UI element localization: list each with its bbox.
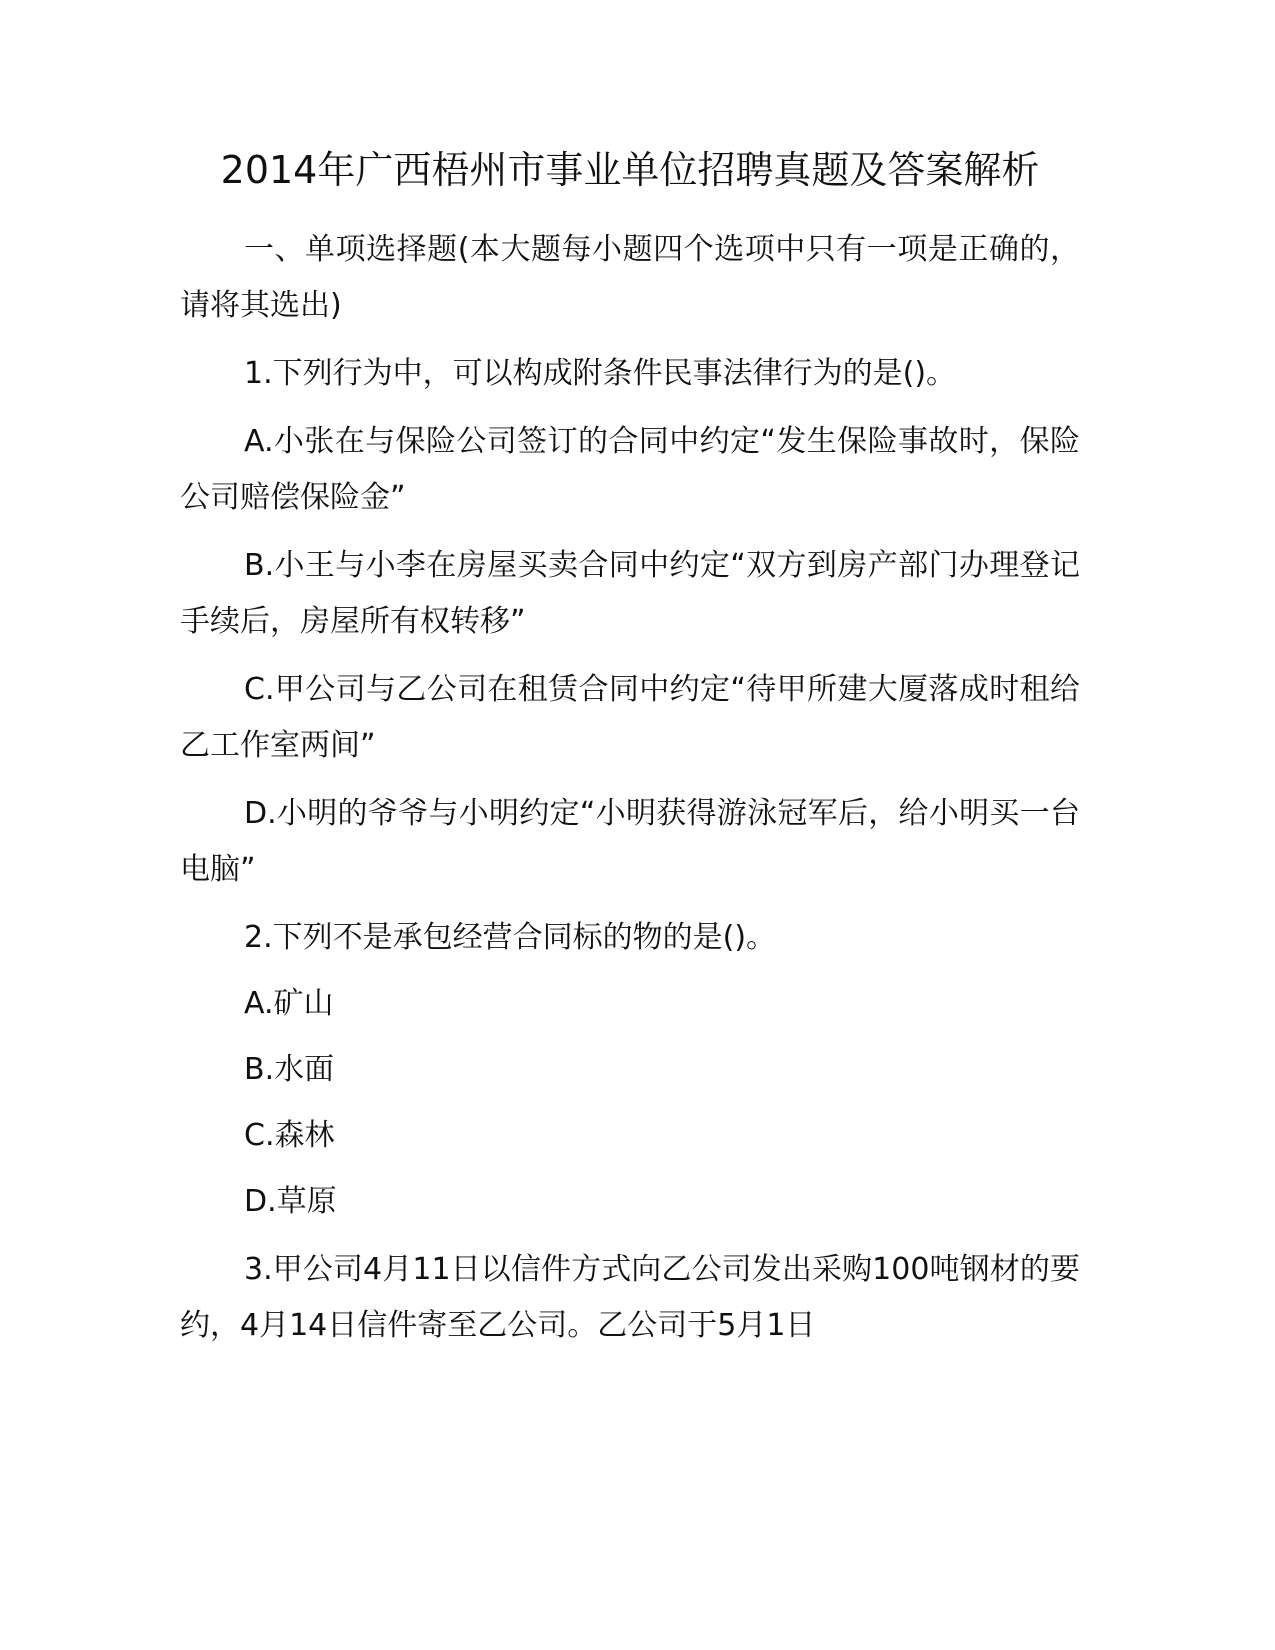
question-1-option-c: C.甲公司与乙公司在租赁合同中约定“待甲所建大厦落成时租给乙工作室两间” xyxy=(180,672,1080,763)
question-1-option-d: D.小明的爷爷与小明约定“小明获得游泳冠军后，给小明买一台电脑” xyxy=(180,796,1080,887)
title-spacer xyxy=(180,200,1080,222)
question-1-option-b: B.小王与小李在房屋买卖合同中约定“双方到房产部门办理登记手续后，房屋所有权转移” xyxy=(180,548,1080,639)
document-title: 2014年广西梧州市事业单位招聘真题及答案解析 xyxy=(220,148,1040,192)
question-3-stem: 3.甲公司4月11日以信件方式向乙公司发出采购100吨钢材的要约，4月14日信件寄至乙公司。乙公司于5月1日 xyxy=(180,1252,1080,1343)
document-page xyxy=(180,140,1080,1354)
question-2-option-d: D.草原 xyxy=(244,1184,337,1219)
question-2-stem: 2.下列不是承包经营合同标的物的是()。 xyxy=(244,920,777,955)
question-2-option-b: B.水面 xyxy=(244,1052,335,1087)
question-2-option-c: C.森林 xyxy=(244,1118,335,1153)
question-1-stem: 1.下列行为中，可以构成附条件民事法律行为的是()。 xyxy=(244,356,957,391)
question-1-option-a: A.小张在与保险公司签订的合同中约定“发生保险事故时，保险公司赔偿保险金” xyxy=(180,424,1080,515)
section-heading: 一、单项选择题(本大题每小题四个选项中只有一项是正确的，请将其选出) xyxy=(180,232,1080,323)
question-2-option-a: A.矿山 xyxy=(244,986,334,1021)
